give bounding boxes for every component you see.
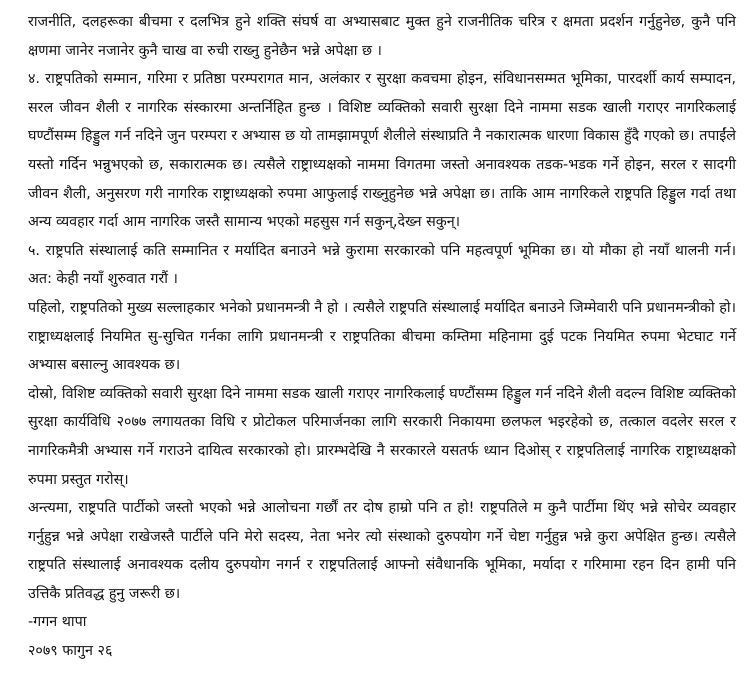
paragraph-point-5: ५. राष्ट्रपति संस्थालाई कति सम्मानित र मर्यादित बनाउने भन्ने कुरामा सरकारको पनि महत्वपूर्ण भूमिका छ। यो मौका हो नयाँ थालनी गर्न। अत: केही नयाँ शुरुवात गरौं । bbox=[28, 242, 736, 288]
paragraph-conclusion: अन्त्यमा, राष्ट्रपति पार्टीको जस्तो भएको भन्ने आलोचना गर्छौं तर दोष हाम्रो पनि त हो! राष्ट्रपतिले म कुनै पार्टीमा थिंए भन्ने सोचेर व्यवहार गर्नुहुन्न भन्ने अपेक्षा राखेजस्तै पार्टीले पनि मेरो सदस्य, नेता भनेर त्यो संस्थाको दुरुपयोग गर्ने चेष्टा गर्नुहुन्न भन्ने कुरा अपेक्षित हुन्छ। त्यसैले राष्ट्रपति संस्थालाई अनावश्यक दलीय दुरुपयोग नगर्न र राष्ट्रपतिलाई आफ्नो संवैधानकि भूमिका, मर्यादा र गरिमामा रहन दिन हामी पनि उत्तिकै प्रतिवद्ध हुनु जरूरी छ। bbox=[28, 500, 736, 602]
paragraph-second: दोस्रो, विशिष्ट व्यक्तिको सवारी सुरक्षा दिने नाममा सडक खाली गराएर नागरिकलाई घण्टौंसम्म हिड्डुल गर्न नदिने शैली वदल्न विशिष्ट व्यक्तिको सुरक्षा कार्यविधि २०७७ लगायतका विधि र प्रोटोकल परिमार्जनका लागि सरकारी निकायमा छलफल भइरहेको छ, तत्काल वदलेर सरल र नागरिकमैत्री अभ्यास गर्ने गराउने दायित्व सरकारको हो। प्रारम्भदेखि नै सरकारले यसतर्फ ध्यान दिओस् र राष्ट्रपतिलाई नागरिक राष्ट्राध्यक्षको रुपमा प्रस्तुत गरोस्। bbox=[28, 385, 736, 488]
paragraph-point-4: ४. राष्ट्रपतिको सम्मान, गरिमा र प्रतिष्ठा परम्परागत मान, अलंकार र सुरक्षा कवचमा होइन, संविधानसम्मत भूमिका, पारदर्शी कार्य सम्पादन, सरल जीवन शैली र नागरिक संस्कारमा अन्तर्निहित हुन्छ । विशिष्ट व्यक्तिको सवारी सुरक्षा दिने नाममा सडक खाली गराएर नागरिकलाई घण्टौंसम्म हिड्डुल गर्न नदिने जुन परम्परा र अभ्यास छ यो तामझामपूर्ण शैलीले संस्थाप्रति नै नकारात्मक धारणा विकास हुँदै गएको छ। तपाईंले यस्तो गर्दिन भन्नुभएको छ, सकारात्मक छ। त्यसैले राष्ट्राध्यक्षको नाममा विगतमा जस्तो अनावश्यक तडक-भडक गर्ने होइन, सरल र सादगी जीवन शैली, अनुसरण गरी नागरिक राष्ट्राध्यक्षको रुपमा आफुलाई राख्नुहुनेछ भन्ने अपेक्षा छ। ताकि आम नागरिकले राष्ट्रपति हिड्डुल गर्दा तथा अन्य व्यवहार गर्दा आम नागरिक जस्तै सामान्य भएको महसुस गर्न सकुन्,देख्न सकुन्। bbox=[28, 71, 736, 231]
paragraph-first: पहिलो, राष्ट्रपतिको मुख्य सल्लाहकार भनेको प्रधानमन्त्री नै हो । त्यसैले राष्ट्रपति संस्थालाई मर्यादित बनाउने जिम्मेवारी पनि प्रधानमन्त्रीको हो। राष्ट्राध्यक्षलाई नियमित सु-सुचित गर्नका लागि प्रधानमन्त्री र राष्ट्रपतिका बीचमा कम्तिमा महिनामा दुई पटक नियमित रुपमा भेटघाट गर्ने अभ्यास बसाल्नु आवश्यक छ। bbox=[28, 299, 736, 374]
paragraph-intro: राजनीति, दलहरूका बीचमा र दलभित्र हुने शक्ति संघर्ष वा अभ्यासबाट मुक्त हुने राजनीतिक चरित्र र क्षमता प्रदर्शन गर्नुहुनेछ, कुनै पनि क्षणमा जानेर नजानेर कुनै चाख वा रुची राख्नु हुनेछैन भन्ने अपेक्षा छ । bbox=[28, 14, 736, 59]
document-date: २०७९ फागुन २६ bbox=[28, 643, 113, 660]
author-signature: -गगन थापा bbox=[28, 614, 87, 631]
